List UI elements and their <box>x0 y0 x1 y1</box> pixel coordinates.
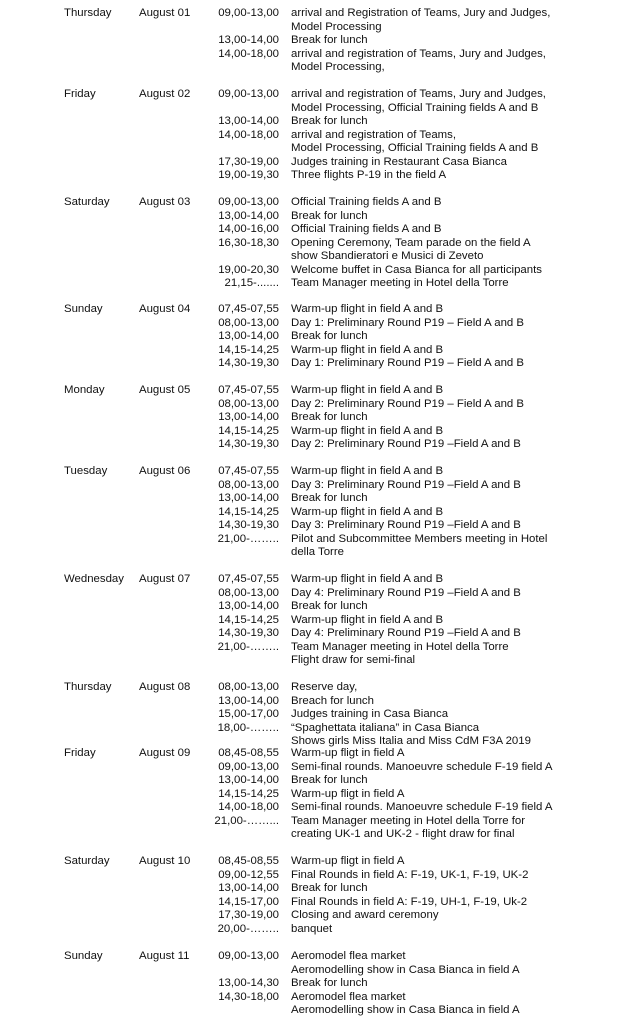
entry-description: Team Manager meeting in Hotel della Torre <box>291 277 509 289</box>
schedule-entry <box>0 587 635 601</box>
entry-time: 14,00-18,00 <box>218 801 279 813</box>
entry-time: 14,00-18,00 <box>218 47 279 60</box>
entry-description: Team Manager meeting in Hotel della Torre for creating UK-1 and UK-2 - flight draw for final <box>291 814 526 840</box>
schedule-entry <box>0 641 635 668</box>
day-entries <box>0 747 635 842</box>
entry-description: banquet <box>291 922 333 935</box>
entry-time: 09,00-13,00 <box>218 88 279 100</box>
day-entries <box>0 855 635 936</box>
entry-description: Warm-up flight in field A and B <box>291 343 444 356</box>
entry-description: arrival and registration of Teams, Jury and Judges, Model Processing, <box>291 47 546 73</box>
day-date: August 08 <box>139 681 191 693</box>
entry-description: Aeromodel flea market Aeromodelling show in Casa Bianca in field A <box>291 990 520 1016</box>
entry-time: 19,00-20,30 <box>218 263 279 276</box>
entry-time: 14,30-18,00 <box>218 990 279 1003</box>
schedule-entry <box>0 88 635 115</box>
day-date: August 01 <box>139 7 191 19</box>
entry-description: Day 1: Preliminary Round P19 – Field A and B <box>291 357 525 369</box>
entry-description: Warm-up flight in field A and B <box>291 573 444 585</box>
entry-time: 14,15-14,25 <box>218 613 279 626</box>
entry-time: 14,15-14,25 <box>218 343 279 356</box>
day-date: August 02 <box>139 88 191 100</box>
entry-time: 13,00-14,00 <box>218 600 279 612</box>
entry-description: Day 2: Preliminary Round P19 – Field A and B <box>291 397 525 410</box>
schedule-entry <box>0 950 635 977</box>
day-name: Friday <box>64 747 96 759</box>
day-date: August 11 <box>139 950 190 962</box>
entry-time: 07,45-07,55 <box>218 303 279 315</box>
entry-description: Welcome buffet in Casa Bianca for all participants <box>291 263 542 276</box>
schedule-entry <box>0 169 635 183</box>
entry-description: Break for lunch <box>291 34 368 46</box>
entry-time: 09,00-12,55 <box>218 868 279 881</box>
day-date: August 07 <box>139 573 191 585</box>
schedule-entry <box>0 788 635 802</box>
entry-description: Break for lunch <box>291 209 368 222</box>
entry-time: 21,00-……... <box>214 814 279 827</box>
schedule-entry <box>0 223 635 237</box>
entry-time: 13,00-14,00 <box>218 411 279 423</box>
schedule-entry <box>0 909 635 923</box>
entry-description: Pilot and Subcommittee Members meeting in Hotel della Torre <box>291 532 548 558</box>
schedule-entry <box>0 681 635 695</box>
day-entries <box>0 7 635 75</box>
schedule-entry <box>0 196 635 210</box>
day-name: Saturday <box>64 855 110 867</box>
entry-description: Semi-final rounds. Manoeuvre schedule F-19 field A <box>291 760 553 773</box>
entry-description: Breach for lunch <box>291 694 374 707</box>
schedule-entry <box>0 438 635 452</box>
schedule-entry <box>0 614 635 628</box>
entry-time: 13,00-14,00 <box>218 330 279 342</box>
entry-description: Day 1: Preliminary Round P19 – Field A and B <box>291 316 525 329</box>
schedule-entry <box>0 815 635 842</box>
entry-description: Semi-final rounds. Manoeuvre schedule F-19 field A <box>291 801 553 813</box>
entry-time: 15,00-17,00 <box>218 708 279 720</box>
schedule-entry <box>0 479 635 493</box>
schedule-entry <box>0 869 635 883</box>
day-entries <box>0 573 635 668</box>
schedule-entry <box>0 330 635 344</box>
schedule-entry <box>0 34 635 48</box>
day-name: Tuesday <box>64 465 108 477</box>
entry-time: 13,00-14,00 <box>218 492 279 504</box>
entry-time: 08,45-08,55 <box>218 747 279 759</box>
entry-description: Three flights P-19 in the field A <box>291 169 447 181</box>
schedule-entry <box>0 774 635 788</box>
day-name: Thursday <box>64 7 112 19</box>
schedule-entry <box>0 210 635 224</box>
schedule-entry <box>0 492 635 506</box>
entry-time: 13,00-14,00 <box>218 694 279 707</box>
entry-description: Warm-up fligt in field A <box>291 787 405 800</box>
entry-time: 07,45-07,55 <box>218 465 279 477</box>
entry-time: 08,00-13,00 <box>218 397 279 410</box>
entry-description: Opening Ceremony, Team parade on the field A show Sbandieratori e Musici di Zeveto <box>291 236 531 262</box>
entry-description: Break for lunch <box>291 411 368 423</box>
entry-description: arrival and registration of Teams, Jury and Judges, Model Processing, Official Training fields A and B <box>291 88 546 114</box>
schedule-entry <box>0 627 635 641</box>
day-name: Thursday <box>64 681 112 693</box>
entry-description: Break for lunch <box>291 882 368 894</box>
schedule-entry <box>0 977 635 991</box>
day-entries <box>0 303 635 371</box>
entry-time: 07,45-07,55 <box>218 573 279 585</box>
schedule-entry <box>0 237 635 264</box>
day-entries <box>0 950 635 1018</box>
entry-description: Warm-up flight in field A and B <box>291 505 444 518</box>
schedule-entry <box>0 506 635 520</box>
entry-time: 14,15-17,00 <box>218 895 279 908</box>
entry-description: Final Rounds in field A: F-19, UK-1, F-19, UK-2 <box>291 868 529 881</box>
entry-description: Warm-up flight in field A and B <box>291 303 444 315</box>
schedule-entry <box>0 465 635 479</box>
entry-time: 08,00-13,00 <box>218 586 279 599</box>
day-entries <box>0 196 635 291</box>
entry-time: 13,00-14,00 <box>218 774 279 786</box>
entry-time: 07,45-07,55 <box>218 384 279 396</box>
entry-description: Break for lunch <box>291 115 368 127</box>
day-date: August 05 <box>139 384 191 396</box>
day-date: August 09 <box>139 747 191 759</box>
entry-description: Judges training in Restaurant Casa Bianca <box>291 155 507 168</box>
entry-description: “Spaghettata italiana” in Casa Bianca Shows girls Miss Italia and Miss CdM F3A 2019 <box>291 721 531 747</box>
day-date: August 03 <box>139 196 191 208</box>
entry-time: 21,15-....... <box>224 277 279 289</box>
schedule-entry <box>0 708 635 722</box>
schedule-entry <box>0 855 635 869</box>
entry-time: 13,00-14,30 <box>218 977 279 989</box>
entry-time: 17,30-19,00 <box>218 155 279 168</box>
schedule-entry <box>0 277 635 291</box>
entry-time: 09,00-13,00 <box>218 760 279 773</box>
schedule-entry <box>0 411 635 425</box>
entry-description: Day 3: Preliminary Round P19 –Field A and B <box>291 519 521 531</box>
schedule-entry <box>0 882 635 896</box>
entry-time: 21,00-…….. <box>217 532 279 545</box>
schedule-entry <box>0 695 635 709</box>
entry-description: Warm-up flight in field A and B <box>291 613 444 626</box>
schedule-entry <box>0 129 635 156</box>
schedule-entry <box>0 923 635 937</box>
entry-time: 08,00-13,00 <box>218 478 279 491</box>
entry-description: Break for lunch <box>291 330 368 342</box>
entry-description: arrival and Registration of Teams, Jury and Judges, Model Processing <box>291 7 551 33</box>
schedule-entry <box>0 533 635 560</box>
schedule-entry <box>0 115 635 129</box>
schedule-entry <box>0 7 635 34</box>
entry-description: Break for lunch <box>291 774 368 786</box>
entry-description: Team Manager meeting in Hotel della Torre Flight draw for semi-final <box>291 640 509 666</box>
entry-time: 19,00-19,30 <box>218 169 279 181</box>
entry-description: Warm-up fligt in field A <box>291 747 405 759</box>
schedule-entry <box>0 48 635 75</box>
schedule-entry <box>0 384 635 398</box>
entry-description: Aeromodel flea market Aeromodelling show in Casa Bianca in field A <box>291 950 520 976</box>
schedule-entry <box>0 398 635 412</box>
entry-time: 14,15-14,25 <box>218 787 279 800</box>
schedule-entry <box>0 303 635 317</box>
entry-time: 21,00-…….. <box>217 640 279 653</box>
schedule-entry <box>0 357 635 371</box>
schedule-entry <box>0 896 635 910</box>
entry-description: arrival and registration of Teams, Model Processing, Official Training fields A and B <box>291 128 539 154</box>
entry-description: Day 4: Preliminary Round P19 –Field A and B <box>291 586 521 599</box>
day-entries <box>0 681 635 749</box>
entry-description: Official Training fields A and B <box>291 196 442 208</box>
schedule-entry <box>0 747 635 761</box>
entry-description: Judges training in Casa Bianca <box>291 708 449 720</box>
entry-time: 09,00-13,00 <box>218 196 279 208</box>
schedule-entry <box>0 722 635 749</box>
entry-time: 14,30-19,30 <box>218 627 279 639</box>
day-date: August 04 <box>139 303 191 315</box>
entry-time: 14,30-19,30 <box>218 357 279 369</box>
day-name: Friday <box>64 88 96 100</box>
entry-description: Break for lunch <box>291 492 368 504</box>
entry-description: Day 4: Preliminary Round P19 –Field A and B <box>291 627 521 639</box>
day-name: Sunday <box>64 950 103 962</box>
entry-time: 14,15-14,25 <box>218 505 279 518</box>
entry-time: 09,00-13,00 <box>218 7 279 19</box>
schedule-entry <box>0 573 635 587</box>
entry-description: Break for lunch <box>291 600 368 612</box>
entry-description: Warm-up flight in field A and B <box>291 424 444 437</box>
schedule-entry <box>0 801 635 815</box>
schedule-entry <box>0 317 635 331</box>
entry-time: 08,00-13,00 <box>218 681 279 693</box>
entry-time: 13,00-14,00 <box>218 34 279 46</box>
schedule-entry <box>0 519 635 533</box>
entry-time: 14,00-16,00 <box>218 223 279 235</box>
day-name: Monday <box>64 384 105 396</box>
schedule-entry <box>0 600 635 614</box>
day-entries <box>0 88 635 183</box>
entry-time: 08,00-13,00 <box>218 316 279 329</box>
day-name: Wednesday <box>64 573 124 585</box>
entry-time: 13,00-14,00 <box>218 209 279 222</box>
day-name: Saturday <box>64 196 110 208</box>
entry-description: Final Rounds in field A: F-19, UH-1, F-19, Uk-2 <box>291 895 528 908</box>
entry-time: 08,45-08,55 <box>218 855 279 867</box>
entry-description: Warm-up fligt in field A <box>291 855 405 867</box>
entry-description: Day 2: Preliminary Round P19 –Field A and B <box>291 438 521 450</box>
entry-description: Official Training fields A and B <box>291 223 442 235</box>
entry-time: 13,00-14,00 <box>218 882 279 894</box>
day-date: August 06 <box>139 465 191 477</box>
entry-time: 20,00-…….. <box>217 922 279 935</box>
entry-time: 14,00-18,00 <box>218 128 279 141</box>
entry-time: 14,15-14,25 <box>218 424 279 437</box>
schedule-entry <box>0 761 635 775</box>
entry-description: Break for lunch <box>291 977 368 989</box>
entry-time: 13,00-14,00 <box>218 115 279 127</box>
schedule-entry <box>0 991 635 1018</box>
entry-description: Closing and award ceremony <box>291 909 439 921</box>
schedule-entry <box>0 425 635 439</box>
entry-time: 09,00-13,00 <box>218 950 279 962</box>
entry-time: 14,30-19,30 <box>218 519 279 531</box>
day-name: Sunday <box>64 303 103 315</box>
schedule-entry <box>0 264 635 278</box>
entry-time: 17,30-19,00 <box>218 909 279 921</box>
day-date: August 10 <box>139 855 191 867</box>
entry-time: 14,30-19,30 <box>218 438 279 450</box>
schedule-entry <box>0 344 635 358</box>
entry-description: Day 3: Preliminary Round P19 –Field A and B <box>291 478 521 491</box>
schedule-entry <box>0 156 635 170</box>
day-entries <box>0 384 635 452</box>
day-entries <box>0 465 635 560</box>
entry-description: Warm-up flight in field A and B <box>291 384 444 396</box>
entry-description: Reserve day, <box>291 681 358 693</box>
entry-time: 18,00-…….. <box>217 721 279 734</box>
entry-time: 16,30-18,30 <box>218 236 279 249</box>
entry-description: Warm-up flight in field A and B <box>291 465 444 477</box>
